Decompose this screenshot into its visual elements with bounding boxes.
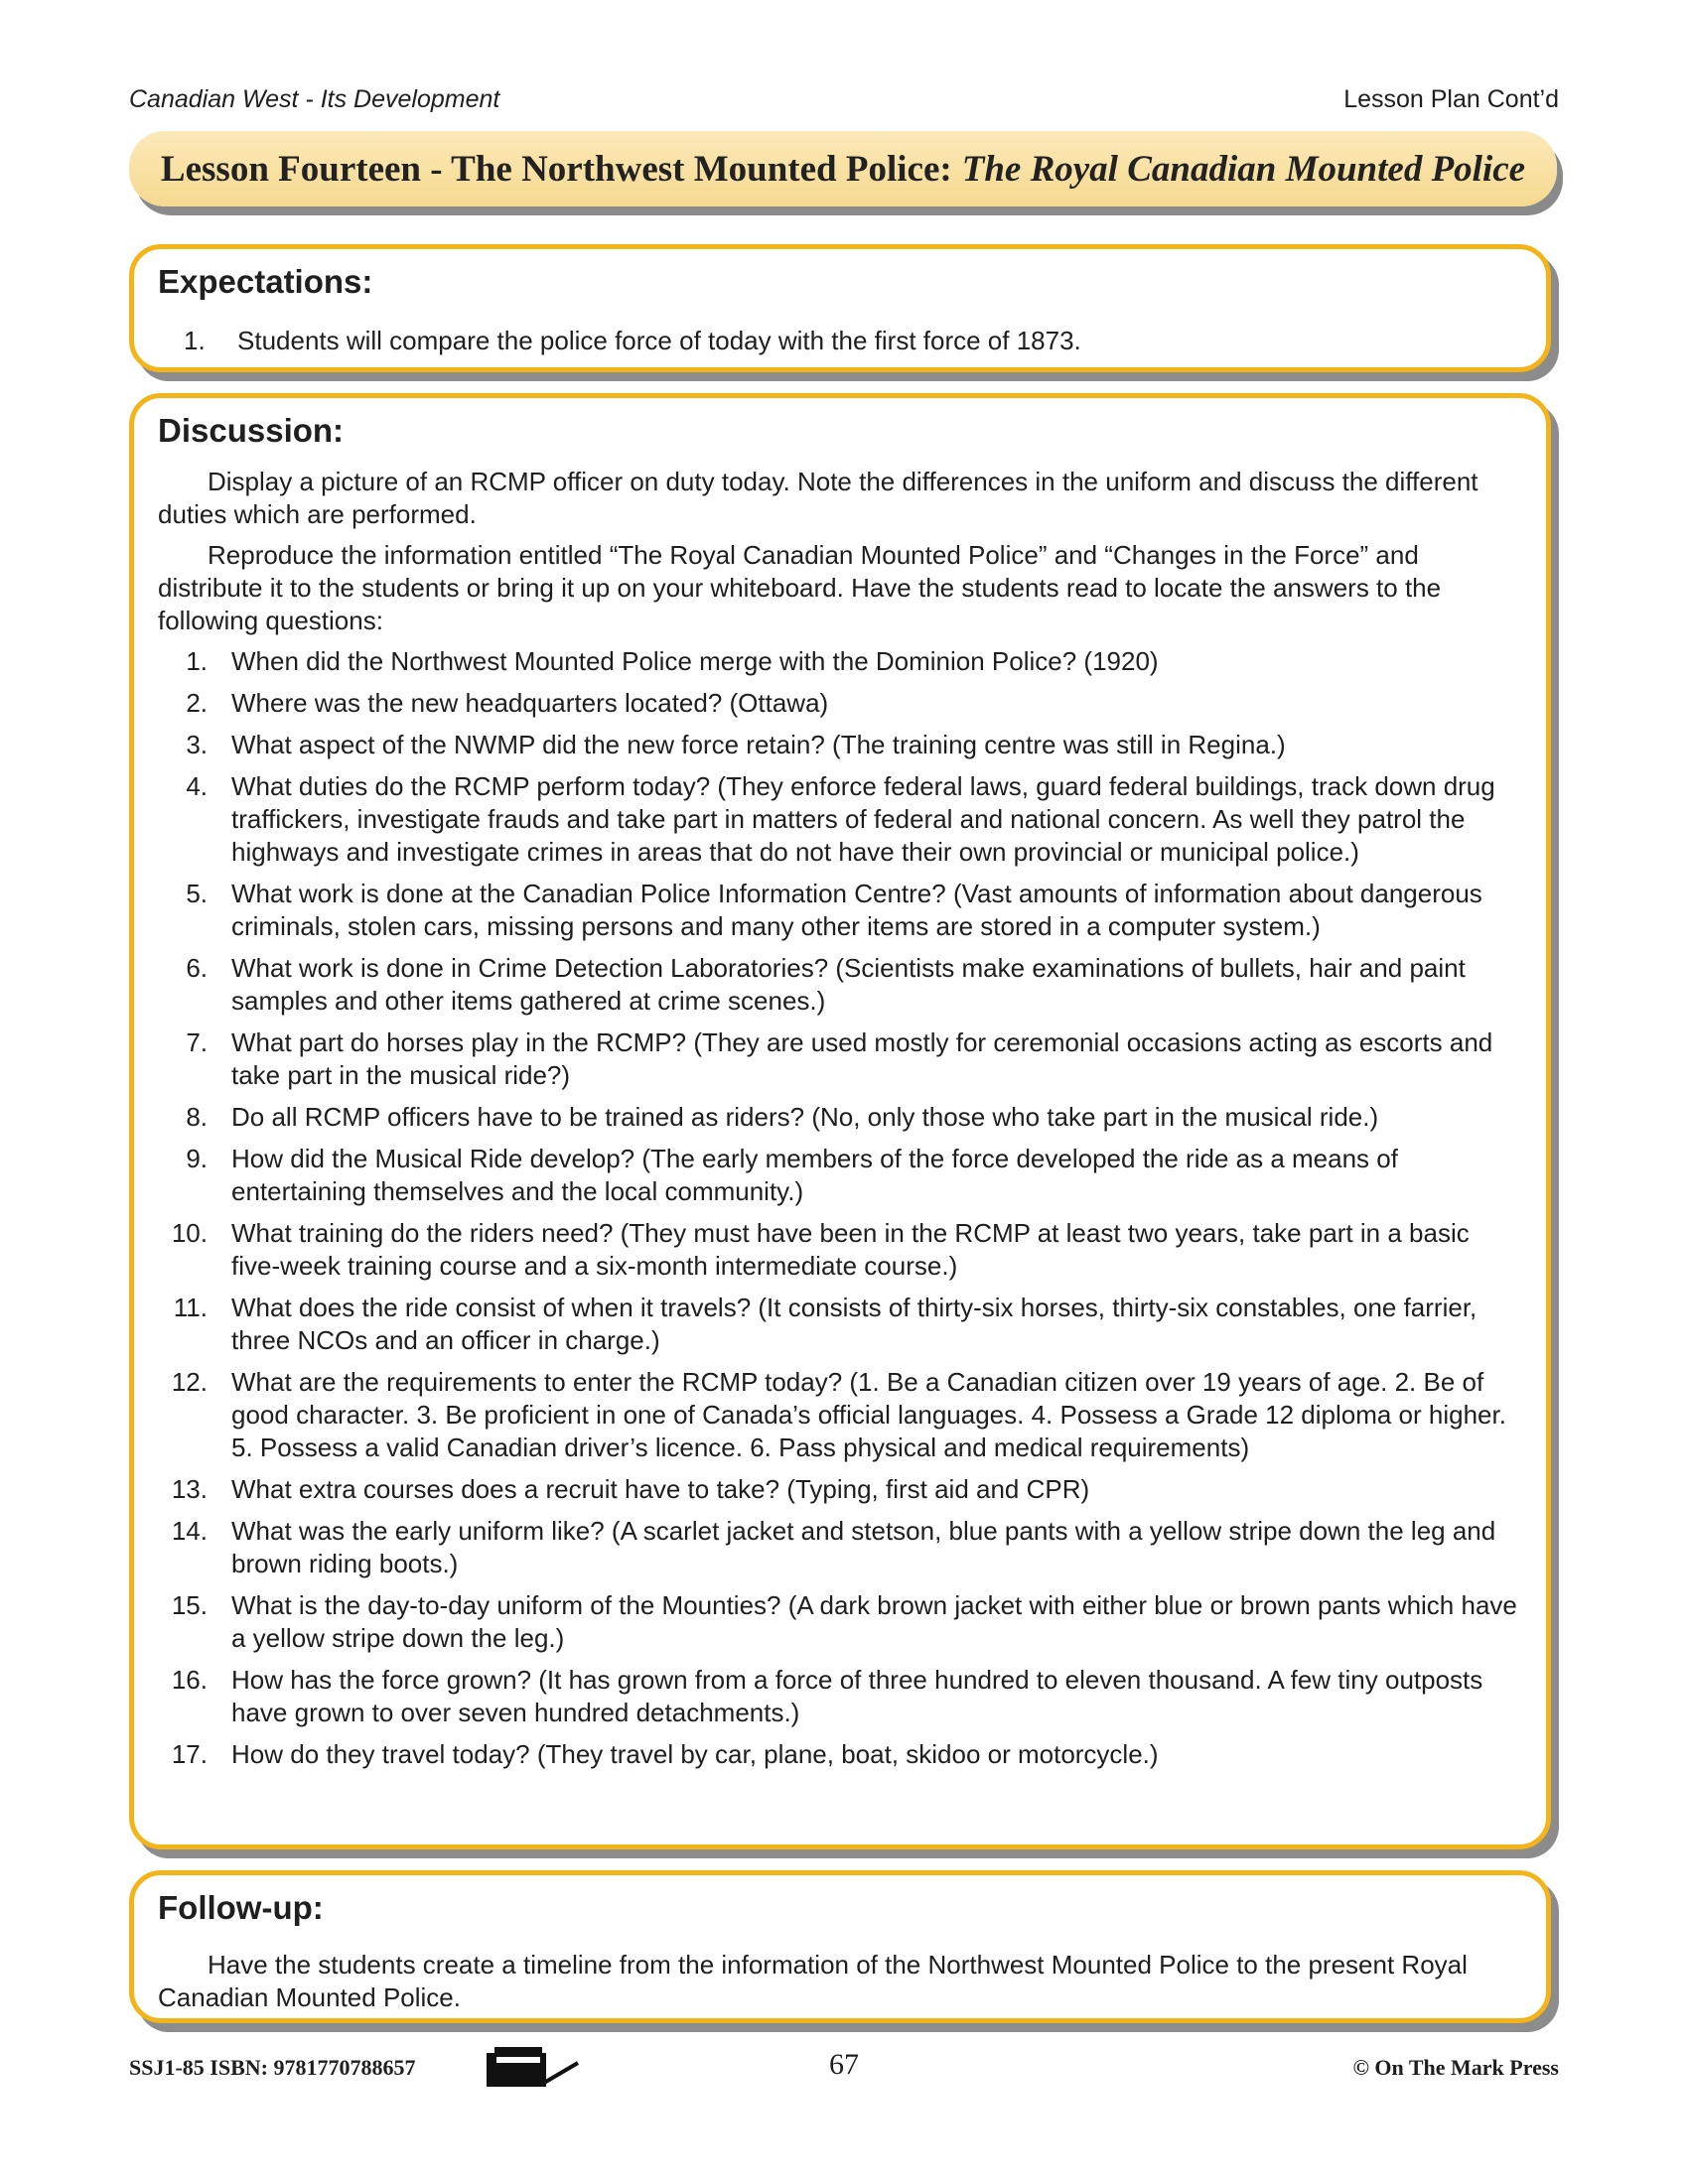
question-text: Where was the new headquarters located? (Ottawa) [231, 688, 829, 718]
question-number: 15. [171, 1590, 208, 1620]
expectation-text: Students will compare the police force of today with the first force of 1873. [237, 326, 1081, 355]
footer-publisher: © On The Mark Press [1352, 2055, 1559, 2080]
question-item [158, 1738, 1524, 1771]
question-text: When did the Northwest Mounted Police merge with the Dominion Police? (1920) [231, 646, 1159, 676]
question-text: What are the requirements to enter the RCMP today? (1. Be a Canadian citizen over 19 years of age. 2. Be of good character. 3. Be proficient in one of Canada’s official languages. 4. Possess a Grade 12 diploma or higher. 5. Possess a valid Canadian driver’s licence. 6. Pass physical and medical requirements) [231, 1367, 1506, 1462]
question-text: What is the day-to-day uniform of the Mounties? (A dark brown jacket with either blue or brown pants which have a yellow stripe down the leg.) [231, 1590, 1517, 1653]
lesson-title-italic: The Royal Canadian Mounted Police [961, 148, 1526, 190]
followup-panel [129, 1870, 1551, 2023]
question-number: 9. [186, 1144, 208, 1173]
followup-heading: Follow-up: [158, 1889, 324, 1926]
question-number: 6. [186, 953, 208, 983]
header-book-title: Canadian West - Its Development [129, 85, 500, 113]
discussion-heading: Discussion: [158, 412, 345, 449]
question-number: 8. [186, 1102, 208, 1132]
question-text: How do they travel today? (They travel by car, plane, boat, skidoo or motorcycle.) [231, 1739, 1159, 1769]
page-number: 67 [829, 2048, 859, 2081]
question-number: 7. [186, 1027, 208, 1057]
expectation-number: 1. [184, 326, 206, 355]
question-number: 11. [173, 1293, 208, 1322]
question-number: 17. [171, 1739, 208, 1769]
question-item [158, 1366, 1524, 1464]
question-item [158, 1589, 1524, 1655]
question-item [158, 1143, 1524, 1208]
followup-body [158, 1949, 1524, 2022]
question-number: 1. [186, 646, 208, 676]
question-item [158, 645, 1524, 678]
discussion-body [158, 466, 1524, 1780]
question-item [158, 1292, 1524, 1357]
question-list [158, 645, 1524, 1771]
question-number: 4. [186, 771, 208, 801]
question-number: 14. [171, 1516, 208, 1546]
question-text: What aspect of the NWMP did the new force retain? (The training centre was still in Regina.) [231, 730, 1286, 759]
expectations-panel [129, 244, 1551, 372]
question-item [158, 729, 1524, 761]
expectation-item [184, 325, 1524, 357]
question-item [158, 952, 1524, 1018]
question-text: Do all RCMP officers have to be trained as riders? (No, only those who take part in the musical ride.) [231, 1102, 1379, 1132]
discussion-panel [129, 393, 1551, 1849]
question-number: 16. [171, 1665, 208, 1695]
question-text: What duties do the RCMP perform today? (They enforce federal laws, guard federal buildings, track down drug traffickers, investigate frauds and take part in matters of federal and national concern. As well they patrol the highways and investigate crimes in areas that do not have their own provincial or municipal police.) [231, 771, 1495, 867]
lesson-title-main: Lesson Fourteen - The Northwest Mounted Police: [160, 148, 952, 190]
question-item [158, 1101, 1524, 1134]
question-item [158, 878, 1524, 943]
expectations-heading: Expectations: [158, 263, 373, 300]
footer-isbn: SSJ1-85 ISBN: 9781770788657 [129, 2055, 416, 2080]
question-text: How has the force grown? (It has grown from a force of three hundred to eleven thousand. A few tiny outposts have grown to over seven hundred detachments.) [231, 1665, 1483, 1727]
discussion-paragraph-1: Display a picture of an RCMP officer on duty today. Note the differences in the uniform and discuss the different duties which are performed. [158, 467, 1478, 529]
question-text: What part do horses play in the RCMP? (They are used mostly for ceremonial occasions acting as escorts and take part in the musical ride?) [231, 1027, 1493, 1090]
question-item [158, 1473, 1524, 1506]
question-item [158, 770, 1524, 869]
lesson-title-banner [129, 131, 1557, 206]
question-number: 5. [186, 879, 208, 908]
followup-paragraph: Have the students create a timeline from the information of the Northwest Mounted Police to the present Royal Canadian Mounted Police. [158, 1950, 1468, 2012]
question-number: 12. [171, 1367, 208, 1397]
question-text: What does the ride consist of when it travels? (It consists of thirty-six horses, thirty-six constables, one farrier, three NCOs and an officer in charge.) [231, 1293, 1477, 1355]
question-item [158, 1515, 1524, 1580]
question-text: What work is done at the Canadian Police Information Centre? (Vast amounts of information about dangerous criminals, stolen cars, missing persons and many other items are stored in a computer system.) [231, 879, 1482, 941]
question-number: 3. [186, 730, 208, 759]
question-item [158, 687, 1524, 720]
question-item [158, 1026, 1524, 1092]
question-number: 2. [186, 688, 208, 718]
book-press-icon [485, 2043, 582, 2089]
question-number: 10. [171, 1218, 208, 1248]
header-section-label: Lesson Plan Cont’d [1343, 85, 1559, 113]
question-item [158, 1217, 1524, 1283]
question-text: What work is done in Crime Detection Laboratories? (Scientists make examinations of bullets, hair and paint samples and other items gathered at crime scenes.) [231, 953, 1466, 1016]
question-item [158, 1664, 1524, 1729]
question-number: 13. [171, 1474, 208, 1504]
question-text: What was the early uniform like? (A scarlet jacket and stetson, blue pants with a yellow stripe down the leg and brown riding boots.) [231, 1516, 1496, 1578]
question-text: What training do the riders need? (They must have been in the RCMP at least two years, take part in a basic five-week training course and a six-month intermediate course.) [231, 1218, 1470, 1281]
question-text: What extra courses does a recruit have to take? (Typing, first aid and CPR) [231, 1474, 1090, 1504]
discussion-paragraph-2: Reproduce the information entitled “The Royal Canadian Mounted Police” and “Changes in the Force” and distribute it to the students or bring it up on your whiteboard. Have the students read to locate the answers to the following questions: [158, 540, 1442, 635]
question-text: How did the Musical Ride develop? (The early members of the force developed the ride as a means of entertaining themselves and the local community.) [231, 1144, 1398, 1206]
